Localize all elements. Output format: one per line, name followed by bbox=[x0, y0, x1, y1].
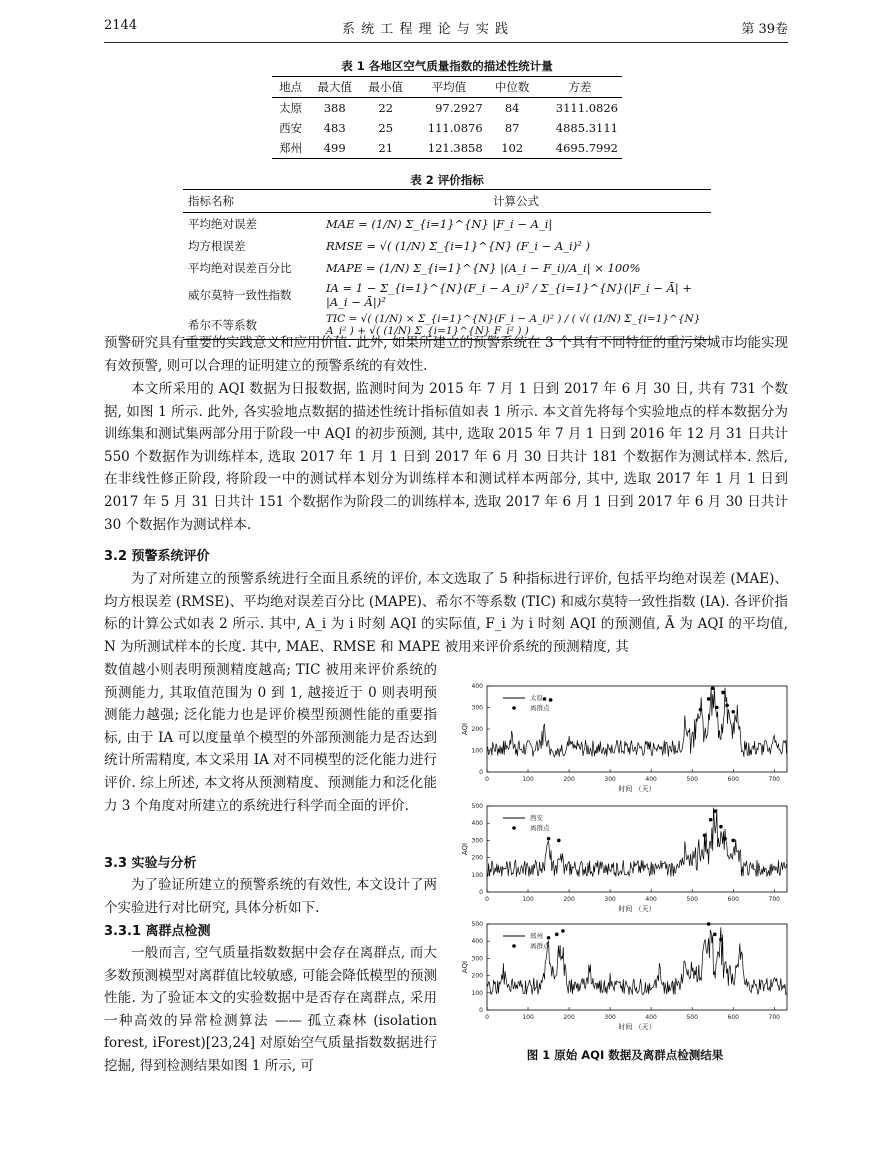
outlier-point bbox=[731, 710, 735, 714]
table2-header: 计算公式 bbox=[493, 194, 539, 208]
y-tick-label: 300 bbox=[471, 704, 483, 712]
outlier-point bbox=[543, 697, 547, 701]
table1-header: 平均值 bbox=[431, 80, 467, 94]
outlier-point bbox=[715, 706, 719, 710]
outlier-point bbox=[549, 698, 553, 702]
x-tick-label: 600 bbox=[727, 776, 739, 783]
table-cell: 威尔莫特一致性指数 bbox=[188, 288, 292, 302]
x-tick-label: 600 bbox=[727, 896, 739, 903]
legend-label: 郑州 bbox=[530, 932, 543, 940]
outlier-point bbox=[731, 839, 735, 843]
table-row bbox=[272, 138, 622, 159]
table1-header: 最大值 bbox=[317, 80, 352, 94]
x-tick-label: 200 bbox=[563, 1014, 575, 1021]
legend-label: 离群点 bbox=[530, 824, 550, 832]
y-axis-label: AQI bbox=[461, 842, 469, 856]
outlier-point bbox=[699, 708, 703, 712]
y-tick-label: 0 bbox=[479, 1007, 483, 1014]
x-tick-label: 200 bbox=[563, 896, 575, 903]
y-axis-label: AQI bbox=[461, 722, 469, 736]
x-tick-label: 600 bbox=[727, 1014, 739, 1021]
y-tick-label: 0 bbox=[479, 889, 483, 896]
table-row bbox=[272, 118, 622, 138]
outlier-point bbox=[555, 933, 559, 937]
y-tick-label: 100 bbox=[471, 871, 483, 879]
table-cell: 平均绝对误差百分比 bbox=[188, 261, 292, 275]
table-cell: 平均绝对误差 bbox=[188, 217, 257, 231]
page-number: 2144 bbox=[104, 18, 138, 33]
table-cell: 21 bbox=[378, 141, 394, 155]
paragraph: 为了对所建立的预警系统进行全面且系统的评价, 本文选取了 5 种指标进行评价, 包括平均绝对误差 (MAE)、均方根误差 (RMSE)、平均绝对误差百分比 (MAPE)、希尔不等系数 (TIC) 和威尔莫特一致性指数 (IA). 各评价指标的计算公式如表 2 所示. 其中, A_i 为 i 时刻 AQI 的实际值, F_i 为 i 时刻 AQI 的预测值, Ā 为 AQI 的平均值, N 为所测试样本的长度. 其中, MAE、RMSE 和 MAPE 被用来评价系统的预测精度, 其 bbox=[104, 571, 788, 655]
x-tick-label: 300 bbox=[604, 896, 616, 903]
table1-caption: 表 1 各地区空气质量指数的描述性统计量 bbox=[341, 59, 553, 73]
table-row bbox=[183, 235, 711, 257]
table2-header: 指标名称 bbox=[188, 194, 234, 208]
table1 bbox=[272, 76, 622, 159]
outlier-point bbox=[725, 704, 729, 708]
x-tick-label: 0 bbox=[485, 1014, 489, 1021]
y-tick-label: 100 bbox=[471, 989, 483, 997]
outlier-point bbox=[713, 809, 717, 813]
formula-cell: IA = 1 − Σ_{i=1}^{N}(F_i − A_i)² / Σ_{i=1}^{N}(|F_i − Ā| + |A_i − Ā|)² bbox=[326, 281, 693, 309]
formula-cell: RMSE = √( (1/N) Σ_{i=1}^{N} (F_i − A_i)² ) bbox=[326, 239, 590, 253]
table-cell: 111.0876 bbox=[427, 121, 483, 135]
section-heading: 3.3 实验与分析 bbox=[104, 856, 197, 871]
y-tick-label: 500 bbox=[471, 803, 483, 810]
outlier-point bbox=[707, 697, 711, 701]
x-tick-label: 300 bbox=[604, 776, 616, 783]
y-tick-label: 0 bbox=[479, 769, 483, 776]
section-heading: 3.3.1 离群点检测 bbox=[104, 924, 211, 939]
table-cell: 483 bbox=[323, 121, 346, 135]
outlier-point bbox=[709, 818, 713, 822]
legend-label: 西安 bbox=[530, 814, 543, 822]
table-cell: 郑州 bbox=[279, 141, 303, 155]
x-axis-label: 时间 （天） bbox=[618, 785, 656, 793]
table1-header: 方差 bbox=[568, 80, 592, 94]
paragraph: 预警研究具有重要的实践意义和应用价值. 此外, 如果所建立的预警系统在 3 个具有不同特征的重污染城市均能实现有效预警, 则可以合理的证明建立的预警系统的有效性. bbox=[104, 335, 788, 374]
table1-header: 最小值 bbox=[368, 80, 403, 94]
header-rule bbox=[104, 42, 788, 43]
x-tick-label: 100 bbox=[522, 776, 534, 783]
x-tick-label: 500 bbox=[686, 1014, 698, 1021]
table-cell: 希尔不等系数 bbox=[188, 318, 257, 332]
y-tick-label: 300 bbox=[471, 837, 483, 845]
table-cell: 均方根误差 bbox=[188, 239, 246, 253]
y-tick-label: 400 bbox=[471, 820, 483, 828]
table-cell: 388 bbox=[323, 101, 346, 115]
table-row bbox=[183, 257, 711, 279]
table-cell: 97.2927 bbox=[435, 101, 483, 115]
x-tick-label: 700 bbox=[768, 776, 781, 783]
legend-label: 离群点 bbox=[530, 704, 550, 712]
table-cell: 87 bbox=[504, 121, 520, 135]
legend-marker-swatch bbox=[512, 944, 516, 948]
table-cell: 22 bbox=[378, 101, 394, 115]
x-tick-label: 400 bbox=[645, 776, 657, 783]
x-tick-label: 300 bbox=[604, 1014, 616, 1021]
x-tick-label: 500 bbox=[686, 776, 698, 783]
y-tick-label: 500 bbox=[471, 921, 483, 928]
outlier-point bbox=[547, 837, 551, 841]
y-tick-label: 200 bbox=[471, 854, 483, 862]
table-cell: 499 bbox=[323, 141, 346, 155]
table-cell: 西安 bbox=[279, 121, 303, 135]
y-tick-label: 300 bbox=[471, 955, 483, 963]
page-header bbox=[104, 18, 788, 40]
table-row bbox=[183, 213, 711, 236]
aqi-chart-panels bbox=[455, 676, 795, 1044]
table-row bbox=[272, 98, 622, 119]
outlier-point bbox=[719, 825, 723, 829]
section-heading: 3.2 预警系统评价 bbox=[104, 549, 210, 564]
legend-marker-swatch bbox=[512, 826, 516, 830]
y-tick-label: 200 bbox=[471, 972, 483, 980]
x-tick-label: 100 bbox=[522, 896, 534, 903]
paragraph: 数值越小则表明预测精度越高; TIC 被用来评价系统的预测能力, 其取值范围为 0 到 1, 越接近于 0 则表明预测能力越强; 泛化能力也是评价模型预测性能的重要指标, 由于 IA 可以度量单个模型的外部预测能力是否达到统计所需精度, 本文采用 IA 对不同模型的泛化能力进行评价. 综上所述, 本文将从预测精度、预测能力和泛化能力 3 个角度对所建立的系统进行科学而全面的评价. bbox=[104, 662, 437, 814]
x-axis-label: 时间 （天） bbox=[618, 905, 656, 913]
outlier-point bbox=[557, 839, 561, 843]
paragraph: 本文所采用的 AQI 数据为日报数据, 监测时间为 2015 年 7 月 1 日到 2017 年 6 月 30 日, 共有 731 个数据, 如图 1 所示. 此外, 各实验地点数据的描述性统计指标值如表 1 所示. 本文首先将每个实验地点的样本数据分为训练集和测试集两部分用于阶段一中 AQI 的初步预测, 其中, 选取 2015 年 7 月 1 日到 2016 年 12 月 31 日共计 550 个数据作为训练样本, 选取 2017 年 1 月 1 日到 2017 年 6 月 30 日共计 181 个数据作为测试样本. 然后, 在非线性修正阶段, 将阶段一中的测试样本划分为训练样本和测试样本两部分, 其中, 选取 2017 年 1 月 1 日到 2017 年 5 月 31 日共计 151 个数据作为阶段二的训练样本, 选取 2017 年 6 月 1 日到 2017 年 6 月 30 日共计 30 个数据作为测试样本. bbox=[104, 381, 788, 533]
paragraph: 一般而言, 空气质量指数数据中会存在离群点, 而大多数预测模型对离群值比较敏感, 可能会降低模型的预测性能. 为了验证本文的实验数据中是否存在离群点, 采用一种高效的异常检测算法 —— 孤立森林 (isolation forest, iForest)[23,24] 对原始空气质量指数数据进行挖掘, 得到检测结果如图 1 所示, 可 bbox=[104, 945, 437, 1074]
table-cell: 4885.3111 bbox=[555, 121, 618, 135]
x-tick-label: 700 bbox=[768, 1014, 781, 1021]
table-cell: 84 bbox=[504, 101, 520, 115]
x-tick-label: 400 bbox=[645, 1014, 657, 1021]
legend-label: 太原 bbox=[530, 694, 543, 702]
x-tick-label: 0 bbox=[485, 776, 489, 783]
table-cell: 121.3858 bbox=[427, 141, 483, 155]
table-cell: 4695.7992 bbox=[555, 141, 618, 155]
outlier-point bbox=[713, 933, 717, 937]
legend-label: 离群点 bbox=[530, 942, 550, 950]
outlier-point bbox=[703, 833, 707, 837]
volume-label: 第 39卷 bbox=[741, 22, 788, 37]
paragraph: 为了验证所建立的预警系统的有效性, 本文设计了两个实验进行对比研究, 具体分析如下. bbox=[104, 877, 437, 916]
outlier-point bbox=[721, 691, 725, 695]
outlier-point bbox=[723, 837, 727, 841]
table2 bbox=[183, 189, 711, 340]
table-cell: 102 bbox=[501, 141, 524, 155]
x-tick-label: 200 bbox=[563, 776, 575, 783]
table-cell: 3111.0826 bbox=[555, 101, 618, 115]
table-row bbox=[183, 279, 711, 311]
table-cell: 25 bbox=[378, 121, 394, 135]
journal-title: 系 统 工 程 理 论 与 实 践 bbox=[342, 22, 510, 37]
formula-cell: MAPE = (1/N) Σ_{i=1}^{N} |(A_i − F_i)/A_i| × 100% bbox=[326, 261, 641, 275]
x-axis-label: 时间 （天） bbox=[618, 1023, 656, 1031]
formula-cell: TIC = √( (1/N) × Σ_{i=1}^{N}(F_i − A_i)² ) / ( √( (1/N) Σ_{i=1}^{N} A_i² ) + √( (1/N) Σ_{i=1}^{N} F_i² ) ) bbox=[326, 313, 701, 337]
legend-marker-swatch bbox=[512, 706, 516, 710]
table1-header: 地点 bbox=[279, 80, 303, 94]
x-tick-label: 400 bbox=[645, 896, 657, 903]
y-tick-label: 200 bbox=[471, 726, 483, 733]
outlier-point bbox=[707, 922, 711, 926]
table-cell: 太原 bbox=[279, 101, 303, 115]
formula-cell: MAE = (1/N) Σ_{i=1}^{N} |F_i − A_i| bbox=[326, 217, 553, 231]
outlier-point bbox=[719, 938, 723, 942]
table1-header: 中位数 bbox=[494, 80, 530, 94]
figure-1 bbox=[455, 676, 795, 1044]
figure-caption: 图 1 原始 AQI 数据及离群点检测结果 bbox=[526, 1048, 724, 1062]
x-tick-label: 500 bbox=[686, 896, 698, 903]
x-tick-label: 100 bbox=[522, 1014, 534, 1021]
y-tick-label: 400 bbox=[471, 938, 483, 946]
table2-caption: 表 2 评价指标 bbox=[410, 173, 484, 187]
y-tick-label: 400 bbox=[471, 683, 483, 690]
y-tick-label: 100 bbox=[471, 747, 483, 755]
outlier-point bbox=[711, 686, 715, 690]
x-tick-label: 0 bbox=[485, 896, 489, 903]
y-axis-label: AQI bbox=[461, 960, 469, 974]
x-tick-label: 700 bbox=[768, 896, 781, 903]
outlier-point bbox=[561, 929, 565, 933]
outlier-point bbox=[547, 936, 551, 940]
